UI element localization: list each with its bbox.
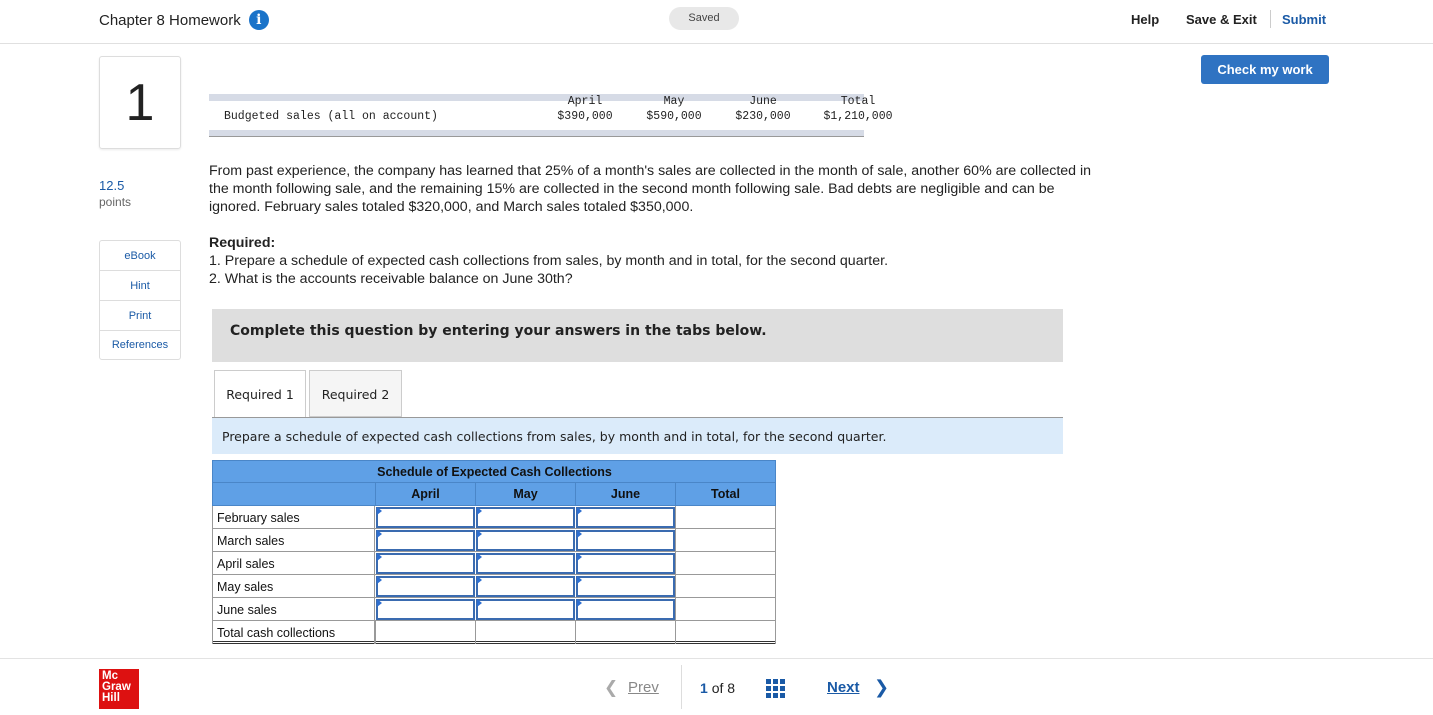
print-button[interactable]: Print [100,301,180,331]
budget-col-header: April [567,95,603,108]
march-may-input[interactable] [476,530,575,551]
budget-col-header: May [663,95,685,108]
budget-col-header: Total [840,95,876,108]
column-header-may: May [475,483,575,505]
required-item-2: 2. What is the accounts receivable balance on June 30th? [209,271,573,287]
may-may-input[interactable] [476,576,575,597]
assignment-title-text: Chapter 8 Homework [99,11,241,29]
february-may-input[interactable] [476,507,575,528]
logo-line: Mc [102,670,118,682]
column-header-total: Total [675,483,775,505]
total-total-cell [675,621,776,644]
may-april-input[interactable] [376,576,475,597]
schedule-title-row [212,460,776,483]
june-total-cell [675,598,776,621]
february-april-input[interactable] [376,507,475,528]
saved-status: Saved [669,7,739,30]
schedule-title: Schedule of Expected Cash Collections [377,465,612,479]
may-total-cell [675,575,776,598]
chevron-left-icon[interactable]: ❮ [604,678,619,697]
required-item-1: 1. Prepare a schedule of expected cash collections from sales, by month and in total, for the second quarter. [209,253,889,269]
points-label: points [99,195,132,209]
logo-line: Graw [102,681,131,693]
row-label: March sales [212,529,375,552]
march-total-cell [675,529,776,552]
budget-footer-bar [209,130,864,136]
page-indicator [700,680,735,696]
table-row [212,506,776,529]
column-header-april: April [375,483,475,505]
budget-col-value: $390,000 [557,110,613,123]
header-divider [1270,10,1271,28]
check-my-work-button[interactable]: Check my work [1201,55,1329,84]
budget-col-header: June [749,95,777,108]
references-button[interactable]: References [111,339,169,351]
points-value: 12.5 [99,178,125,193]
prev-button[interactable]: Prev [628,679,659,696]
schedule-header-row [212,483,776,506]
required-section [209,234,1109,288]
problem-text: From past experience, the company has learned that 25% of a month's sales are collected in the month of sale, another 60% are collected in the month following sale, and the remaining 15% are collected in the second month following sale. Bad debts are negligible and can be ignored. February sales totaled $320,000, and March sales totaled $350,000. [209,163,1092,215]
hint-button[interactable]: Hint [100,271,180,301]
assignment-title [99,10,269,30]
ebook-button[interactable]: eBook [100,241,180,271]
table-row [212,575,776,598]
required-heading: Required: [209,235,276,251]
info-icon[interactable]: i [249,10,269,30]
total-may-cell [475,621,575,644]
grid-icon[interactable] [766,679,785,698]
april-june-input[interactable] [576,553,675,574]
cash-collections-schedule [212,460,776,644]
march-june-input[interactable] [576,530,675,551]
row-label: February sales [212,506,375,529]
save-exit-link[interactable]: Save & Exit [1186,12,1257,27]
june-may-input[interactable] [476,599,575,620]
row-label: June sales [212,598,375,621]
june-april-input[interactable] [376,599,475,620]
table-row [212,529,776,552]
side-tools [99,240,181,360]
total-june-cell [575,621,675,644]
mcgraw-hill-logo [99,669,139,709]
question-number: 1 [99,56,181,149]
february-total-cell [675,506,776,529]
budget-row [209,94,893,124]
tab-required-2[interactable]: Required 2 [309,370,402,417]
tab-instruction: Prepare a schedule of expected cash collections from sales, by month and in total, for the second quarter. [212,418,1063,454]
total-pages: 8 [727,680,736,696]
april-total-cell [675,552,776,575]
chevron-right-icon[interactable]: ❯ [874,677,890,697]
next-button[interactable]: Next [827,679,860,696]
footer-divider [681,665,682,709]
current-page: 1 [700,680,708,696]
april-may-input[interactable] [476,553,575,574]
budgeted-sales-table [209,94,893,123]
logo-line: Hill [102,692,120,704]
help-link[interactable]: Help [1131,12,1160,27]
may-june-input[interactable] [576,576,675,597]
budget-col-value: $590,000 [646,110,702,123]
row-label: Total cash collections [212,621,375,644]
budget-label: Budgeted sales (all on account) [224,110,438,123]
june-june-input[interactable] [576,599,675,620]
total-april-cell [375,621,475,644]
page-of: of [711,680,724,696]
row-label: May sales [212,575,375,598]
table-row [212,552,776,575]
budget-col-value: $1,210,000 [823,110,893,123]
march-april-input[interactable] [376,530,475,551]
tab-required-1[interactable]: Required 1 [214,370,306,418]
table-row [212,621,776,644]
column-header-june: June [575,483,675,505]
row-label: April sales [212,552,375,575]
submit-link[interactable]: Submit [1282,12,1327,27]
top-bar [0,0,1433,44]
april-april-input[interactable] [376,553,475,574]
february-june-input[interactable] [576,507,675,528]
budget-col-value: $230,000 [735,110,791,123]
table-row [212,598,776,621]
complete-instructions: Complete this question by entering your answers in the tabs below. [212,309,1063,362]
